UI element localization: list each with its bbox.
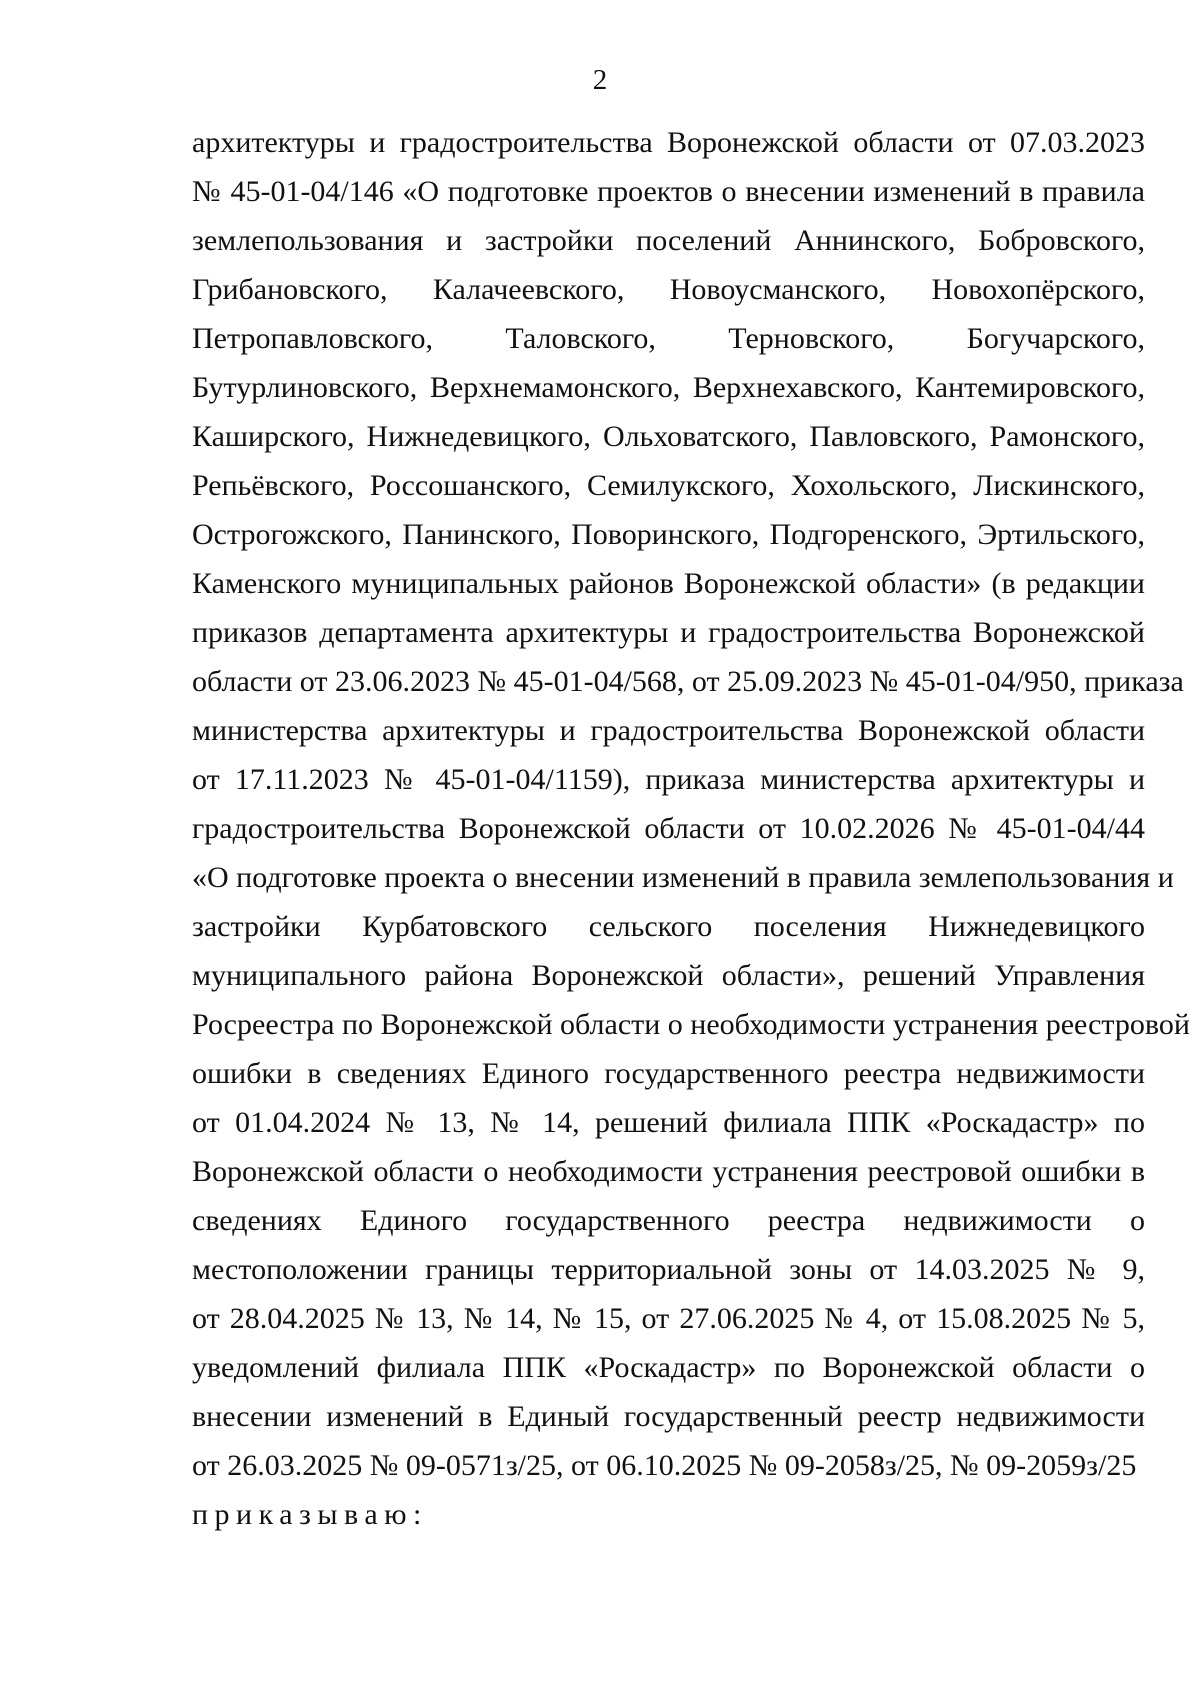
text-line: землепользования и застройки поселений Аннинского, Бобровского,	[192, 224, 1145, 257]
text-line: внесении изменений в Единый государственный реестр недвижимости	[192, 1400, 1145, 1433]
text-line: от 28.04.2025 № 13, № 14, № 15, от 27.06.2025 № 4, от 15.08.2025 № 5,	[192, 1302, 1145, 1335]
text-line: области от 23.06.2023 № 45-01-04/568, от 25.09.2023 № 45-01-04/950, приказа	[192, 665, 1184, 698]
text-line: ошибки в сведениях Единого государственного реестра недвижимости	[192, 1057, 1145, 1090]
text-line: от 01.04.2024 № 13, № 14, решений филиала ППК «Роскадастр» по	[192, 1106, 1145, 1139]
text-line: Каширского, Нижнедевицкого, Ольховатского, Павловского, Рамонского,	[192, 420, 1145, 453]
text-line: № 45-01-04/146 «О подготовке проектов о внесении изменений в правила	[192, 175, 1145, 208]
text-line: Воронежской области о необходимости устранения реестровой ошибки в	[192, 1155, 1145, 1188]
text-line: Петропавловского, Таловского, Терновского, Богучарского,	[192, 322, 1145, 355]
text-line: архитектуры и градостроительства Воронежской области от 07.03.2023	[192, 126, 1145, 159]
closing-word: приказываю:	[192, 1498, 428, 1531]
text-line: Каменского муниципальных районов Воронежской области» (в редакции	[192, 567, 1145, 600]
text-line: сведениях Единого государственного реестра недвижимости о	[192, 1204, 1145, 1237]
text-line: градостроительства Воронежской области от 10.02.2026 № 45-01-04/44	[192, 812, 1145, 845]
text-line: приказов департамента архитектуры и градостроительства Воронежской	[192, 616, 1145, 649]
text-line: Грибановского, Калачеевского, Новоусманского, Новохопёрского,	[192, 273, 1145, 306]
text-line: Острогожского, Панинского, Поворинского, Подгоренского, Эртильского,	[192, 518, 1145, 551]
text-line: от 26.03.2025 № 09-0571з/25, от 06.10.2025 № 09-2058з/25, № 09-2059з/25	[192, 1449, 1137, 1482]
text-line: Бутурлиновского, Верхнемамонского, Верхнехавского, Кантемировского,	[192, 371, 1145, 404]
text-line: застройки Курбатовского сельского поселения Нижнедевицкого	[192, 910, 1145, 943]
text-line: муниципального района Воронежской области», решений Управления	[192, 959, 1145, 992]
text-line: местоположении границы территориальной зоны от 14.03.2025 № 9,	[192, 1253, 1145, 1286]
body-text	[192, 118, 1190, 1539]
page-number: 2	[592, 64, 608, 96]
text-line: министерства архитектуры и градостроительства Воронежской области	[192, 714, 1145, 747]
text-line: Росреестра по Воронежской области о необходимости устранения реестровой	[192, 1008, 1190, 1041]
text-line: «О подготовке проекта о внесении изменений в правила землепользования и	[192, 861, 1174, 894]
text-line: Репьёвского, Россошанского, Семилукского, Хохольского, Лискинского,	[192, 469, 1145, 502]
text-line: уведомлений филиала ППК «Роскадастр» по Воронежской области о	[192, 1351, 1145, 1384]
text-line: от 17.11.2023 № 45-01-04/1159), приказа министерства архитектуры и	[192, 763, 1145, 796]
